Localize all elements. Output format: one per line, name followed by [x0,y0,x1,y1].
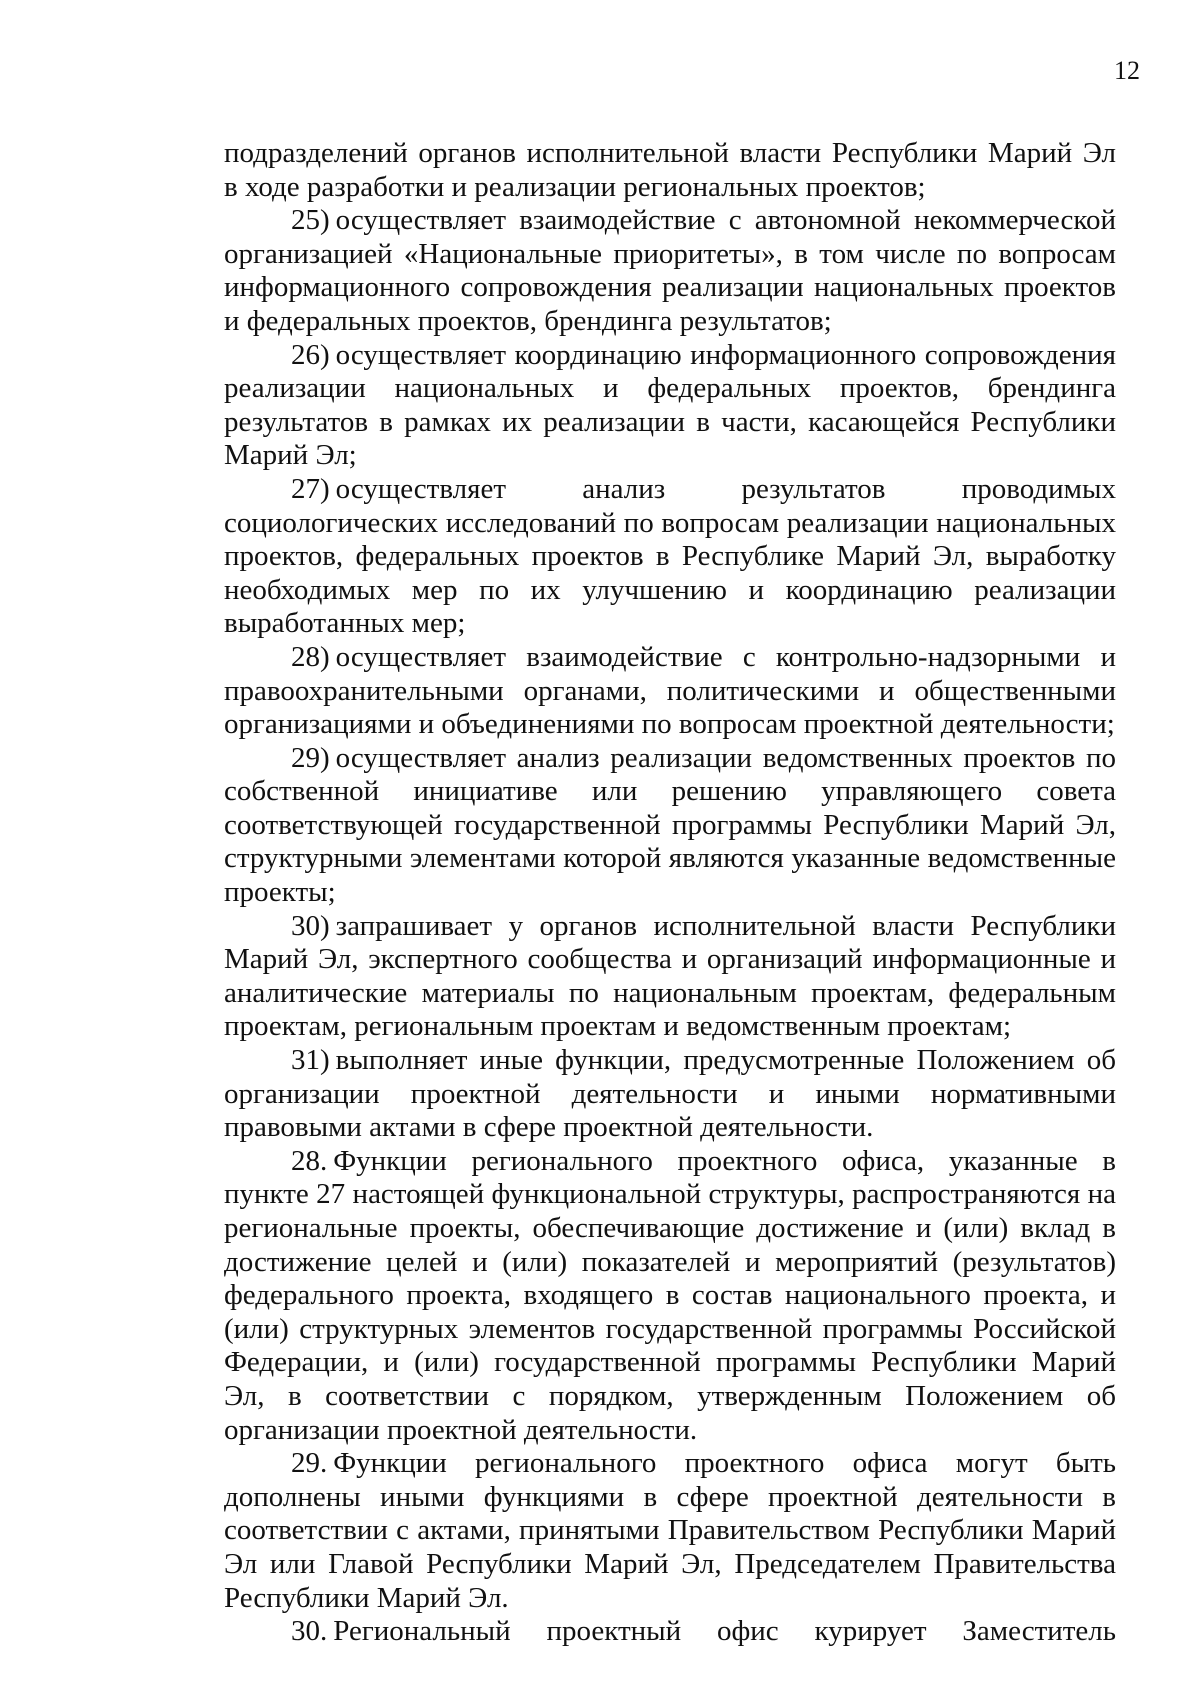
list-item-number: 29) [291,741,330,774]
list-item-number: 28) [291,640,330,673]
paragraph-text: запрашивает у органов исполнительной власти Республики Марий Эл, экспертного сообщества и организаций информационные и аналитические материалы по национальным проектам, федеральным проектам, региональным проектам и ведомственным проектам; [224,909,1116,1043]
paragraph-text: осуществляет взаимодействие с автономной некоммерческой организацией «Национальные приоритеты», в том числе по вопросам информационного сопровождения реализации национальных проектов и федеральных проектов, брендинга результатов; [224,204,1116,337]
paragraph-continuation [224,137,1116,204]
list-item-number: 31) [291,1044,330,1077]
paragraph-text: осуществляет анализ результатов проводимых социологических исследований по вопросам реализации национальных проектов, федеральных проектов в Республике Марий Эл, выработку необходимых мер по их улучшению и координацию реализации выработанных мер; [224,472,1116,640]
section-number: 28. [291,1144,328,1177]
section-number: 29. [291,1447,328,1480]
list-item-28 [224,641,1116,742]
section-number: 30. [291,1615,328,1648]
section-28 [224,1145,1116,1447]
list-item-31 [224,1044,1116,1145]
section-30 [224,1615,1116,1649]
paragraph-text: выполняет иные функции, предусмотренные Положением об организации проектной деятельности и иными нормативными правовыми актами в сфере проектной деятельности. [224,1044,1116,1144]
paragraph-text: осуществляет координацию информационного сопровождения реализации национальных и федеральных проектов, брендинга результатов в рамках их реализации в части, касающейся Республики Марий Эл; [224,338,1116,472]
list-item-30 [224,910,1116,1044]
list-item-number: 30) [291,909,330,942]
list-item-27 [224,473,1116,641]
list-item-number: 26) [291,338,330,371]
paragraph-text: Функции регионального проектного офиса, указанные в пункте 27 настоящей функциональной структуры, распространяются на региональные проекты, обеспечивающие достижение и (или) вклад в достижение целей и (или) показателей и мероприятий (результатов) федерального проекта, входящего в состав национального проекта, и (или) структурных элементов государственной программы Российской Федерации, и (или) государственной программы Республики Марий Эл, в соответствии с порядком, утвержденным Положением об организации проектной деятельности. [224,1144,1116,1446]
list-item-29 [224,742,1116,910]
list-item-number: 27) [291,472,330,505]
list-item-25 [224,204,1116,338]
paragraph-text: осуществляет анализ реализации ведомственных проектов по собственной инициативе или решению управляющего совета соответствующей государственной программы Республики Марий Эл, структурными элементами которой являются указанные ведомственные проекты; [224,741,1116,909]
document-body [224,137,1116,1649]
paragraph-text: осуществляет взаимодействие с контрольно-надзорными и правоохранительными органами, политическими и общественными организациями и объединениями по вопросам проектной деятельности; [224,640,1116,741]
section-29 [224,1447,1116,1615]
list-item-26 [224,339,1116,473]
page-number: 12 [1114,56,1140,85]
paragraph-text: подразделений органов исполнительной власти Республики Марий Эл в ходе разработки и реализации региональных проектов; [224,137,1116,203]
paragraph-text: Региональный проектный офис курирует Заместитель [333,1615,1116,1648]
list-item-number: 25) [291,204,330,237]
paragraph-text: Функции регионального проектного офиса могут быть дополнены иными функциями в сфере проектной деятельности в соответствии с актами, принятыми Правительством Республики Марий Эл или Главой Республики Марий Эл, Председателем Правительства Республики Марий Эл. [224,1447,1116,1614]
